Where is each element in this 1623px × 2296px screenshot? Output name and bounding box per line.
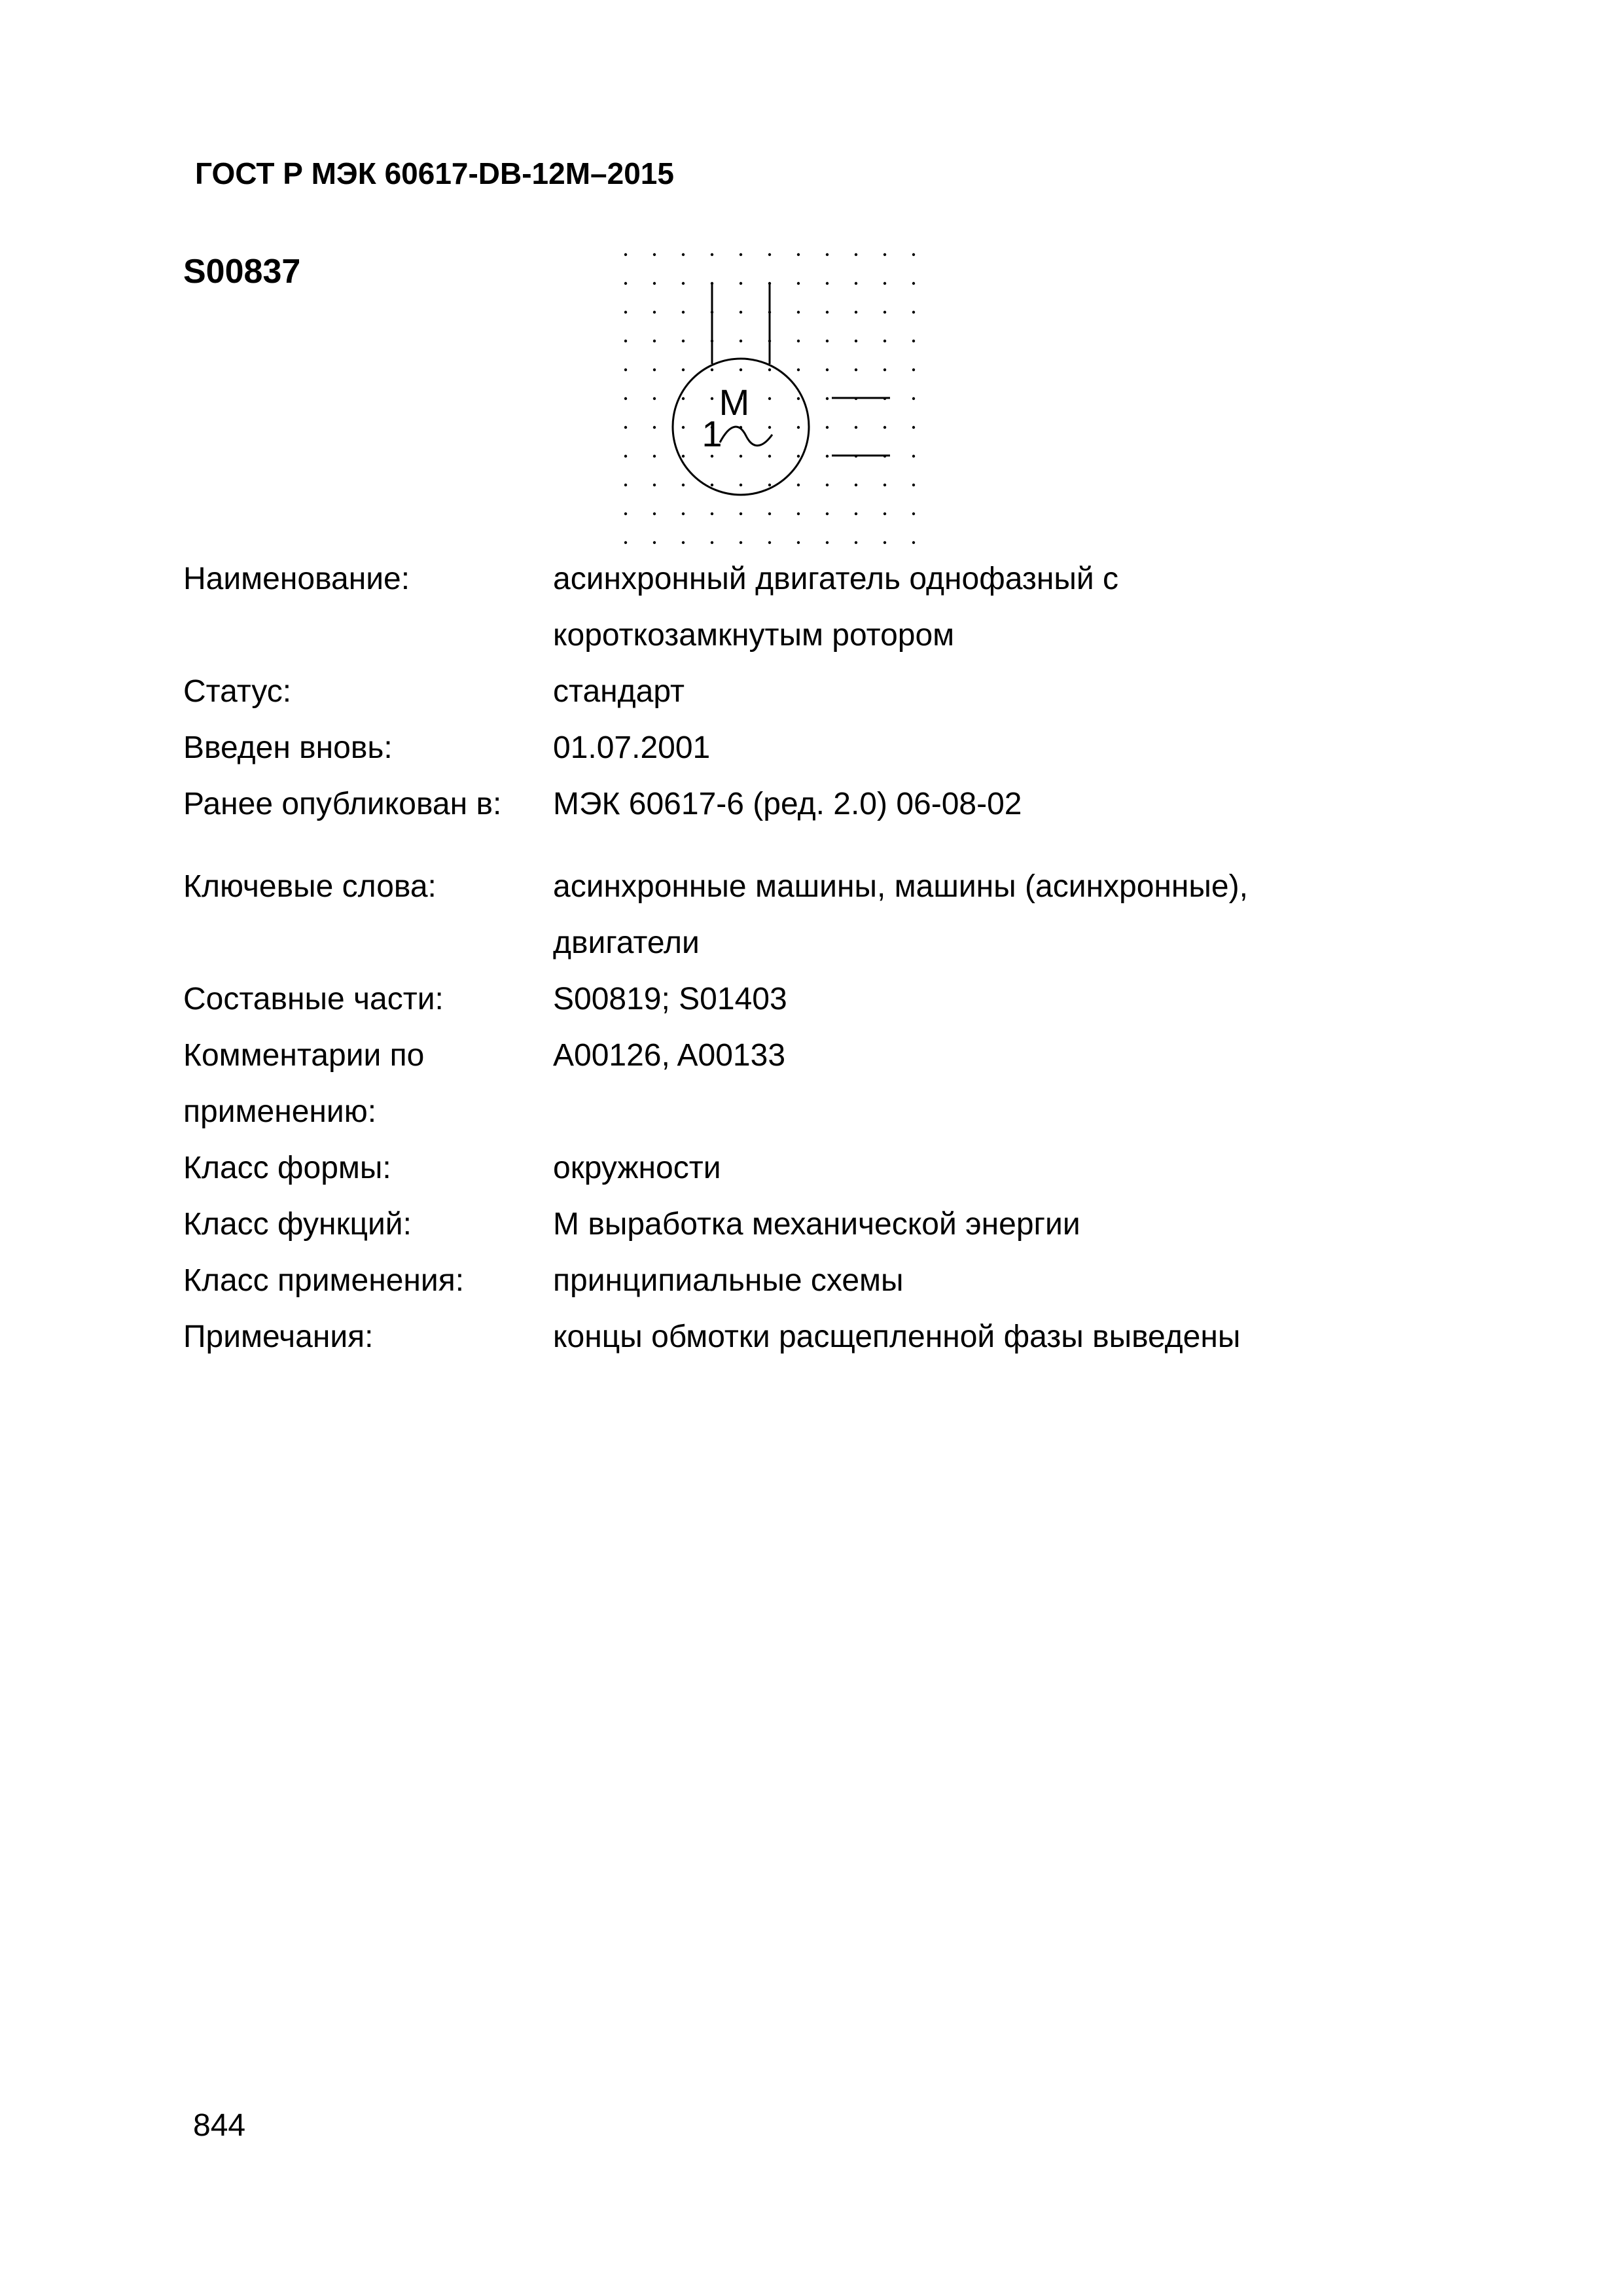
field-row-function-class xyxy=(183,1196,1296,1253)
field-value: 01.07.2001 xyxy=(553,730,711,765)
field-value: МЭК 60617-6 (ред. 2.0) 06-08-02 xyxy=(553,787,1022,821)
field-label: Ключевые слова: xyxy=(183,869,437,904)
field-row-status xyxy=(183,664,1296,720)
field-label: Комментарии по применению: xyxy=(183,1038,425,1129)
field-label: Статус: xyxy=(183,674,292,709)
field-label: Наименование: xyxy=(183,562,410,596)
field-value: M выработка механической энергии xyxy=(553,1207,1080,1242)
motor-symbol-diagram xyxy=(620,246,929,548)
motor-letter: M xyxy=(719,382,750,423)
page-number: 844 xyxy=(193,2108,246,2143)
field-value: S00819; S01403 xyxy=(553,982,787,1016)
standard-title: ГОСТ Р МЭК 60617-DB-12M–2015 xyxy=(195,156,674,190)
field-row-introduced xyxy=(183,720,1296,776)
field-value: A00126, A00133 xyxy=(553,1038,786,1073)
field-label: Введен вновь: xyxy=(183,730,393,765)
field-row-components xyxy=(183,971,1296,1028)
field-row-application-class xyxy=(183,1253,1296,1309)
field-row-comments xyxy=(183,1028,1296,1140)
field-row-name xyxy=(183,551,1296,664)
field-row-published xyxy=(183,776,1296,833)
field-label: Ранее опубликован в: xyxy=(183,787,502,821)
ac-wave-icon xyxy=(720,427,772,446)
attribute-list xyxy=(183,551,1296,1365)
symbol-code: S00837 xyxy=(183,253,301,291)
field-label: Класс функций: xyxy=(183,1207,412,1242)
field-value: стандарт xyxy=(553,674,685,709)
field-value: асинхронный двигатель однофазный с короткозамкнутым ротором xyxy=(553,562,1119,653)
field-value: окружности xyxy=(553,1151,721,1185)
field-row-shape-class xyxy=(183,1140,1296,1196)
field-value: концы обмотки расщепленной фазы выведены xyxy=(553,1319,1241,1354)
field-label: Составные части: xyxy=(183,982,444,1016)
field-label: Класс формы: xyxy=(183,1151,391,1185)
field-row-keywords xyxy=(183,859,1296,971)
phase-number: 1 xyxy=(702,413,722,454)
field-value: принципиальные схемы xyxy=(553,1263,904,1298)
field-label: Класс применения: xyxy=(183,1263,465,1298)
field-value: асинхронные машины, машины (асинхронные), двигатели xyxy=(553,869,1248,960)
field-label: Примечания: xyxy=(183,1319,374,1354)
field-row-notes xyxy=(183,1309,1296,1365)
